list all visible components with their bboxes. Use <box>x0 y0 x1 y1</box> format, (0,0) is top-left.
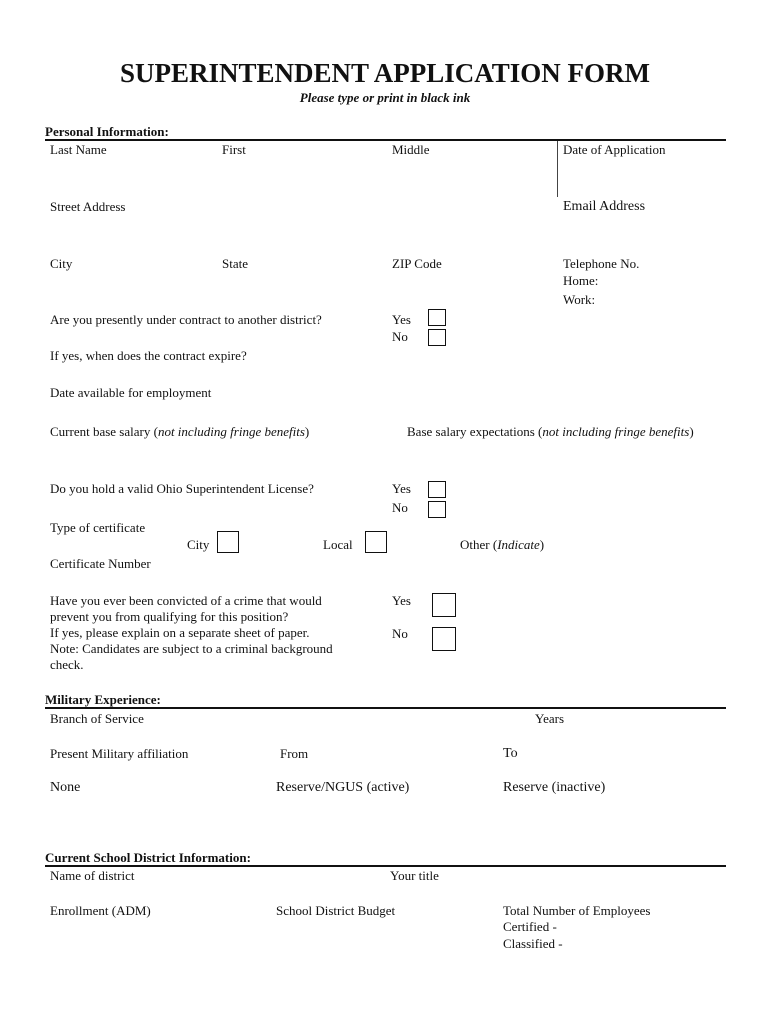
enrollment-label: Enrollment (ADM) <box>50 903 151 918</box>
crime-yes-label: Yes <box>392 593 411 608</box>
crime-no-label: No <box>392 626 408 641</box>
none-option: None <box>50 780 81 795</box>
section-rule <box>45 707 726 709</box>
license-yes-label: Yes <box>392 481 411 496</box>
contract-question: Are you presently under contract to another district? <box>50 312 322 327</box>
license-question: Do you hold a valid Ohio Superintendent License? <box>50 481 314 496</box>
district-heading: Current School District Information: <box>45 850 251 865</box>
current-salary-label: Current base salary (not including fringe benefits) <box>50 424 310 439</box>
to-label: To <box>503 746 518 761</box>
contract-expire-label: If yes, when does the contract expire? <box>50 348 247 363</box>
branch-of-service-label: Branch of Service <box>50 711 144 726</box>
city-label: City <box>50 256 73 271</box>
contract-no-label: No <box>392 329 408 344</box>
middle-name-label: Middle <box>392 142 430 157</box>
section-rule <box>45 865 726 867</box>
district-budget-label: School District Budget <box>276 903 396 918</box>
cert-local-checkbox[interactable] <box>365 531 387 553</box>
military-affiliation-label: Present Military affiliation <box>50 746 189 761</box>
email-address-label: Email Address <box>563 199 646 214</box>
crime-question: Have you ever been convicted of a crime that would prevent you from qualifying for this position? If yes, please explain on a separate sheet of paper. Note: Candidates are subject to a criminal background check. <box>50 593 333 672</box>
contract-yes-label: Yes <box>392 312 411 327</box>
military-heading: Military Experience: <box>45 692 161 707</box>
work-phone-label: Work: <box>563 292 596 307</box>
contract-no-checkbox[interactable] <box>428 329 446 346</box>
from-label: From <box>280 746 309 761</box>
cert-city-checkbox[interactable] <box>217 531 239 553</box>
reserve-active-option: Reserve/NGUS (active) <box>276 780 410 795</box>
cert-other-label: Other (Indicate) <box>460 537 545 552</box>
license-no-label: No <box>392 500 408 515</box>
field-divider <box>557 141 558 197</box>
type-of-certificate-label: Type of certificate <box>50 520 146 535</box>
salary-expectations-label: Base salary expectations (not including fringe benefits) <box>407 424 694 439</box>
first-name-label: First <box>222 142 246 157</box>
your-title-label: Your title <box>390 868 439 883</box>
license-no-checkbox[interactable] <box>428 501 446 518</box>
contract-yes-checkbox[interactable] <box>428 309 446 326</box>
state-label: State <box>222 256 248 271</box>
reserve-inactive-option: Reserve (inactive) <box>503 780 606 795</box>
personal-info-heading: Personal Information: <box>45 124 169 139</box>
certified-employees-label: Certified - <box>503 919 557 934</box>
cert-city-label: City <box>187 537 210 552</box>
date-available-label: Date available for employment <box>50 385 212 400</box>
certificate-number-label: Certificate Number <box>50 556 151 571</box>
years-label: Years <box>535 711 565 726</box>
crime-yes-checkbox[interactable] <box>432 593 456 617</box>
zip-code-label: ZIP Code <box>392 256 442 271</box>
license-yes-checkbox[interactable] <box>428 481 446 498</box>
district-name-label: Name of district <box>50 868 135 883</box>
classified-employees-label: Classified - <box>503 936 563 951</box>
date-of-application-label: Date of Application <box>563 142 666 157</box>
form-title: SUPERINTENDENT APPLICATION FORM <box>119 58 651 88</box>
crime-no-checkbox[interactable] <box>432 627 456 651</box>
home-phone-label: Home: <box>563 273 599 288</box>
form-subtitle: Please type or print in black ink <box>299 90 471 105</box>
section-rule <box>45 139 726 141</box>
street-address-label: Street Address <box>50 199 126 214</box>
last-name-label: Last Name <box>50 142 107 157</box>
telephone-label: Telephone No. <box>563 256 640 271</box>
cert-local-label: Local <box>323 537 353 552</box>
total-employees-label: Total Number of Employees <box>503 903 651 918</box>
